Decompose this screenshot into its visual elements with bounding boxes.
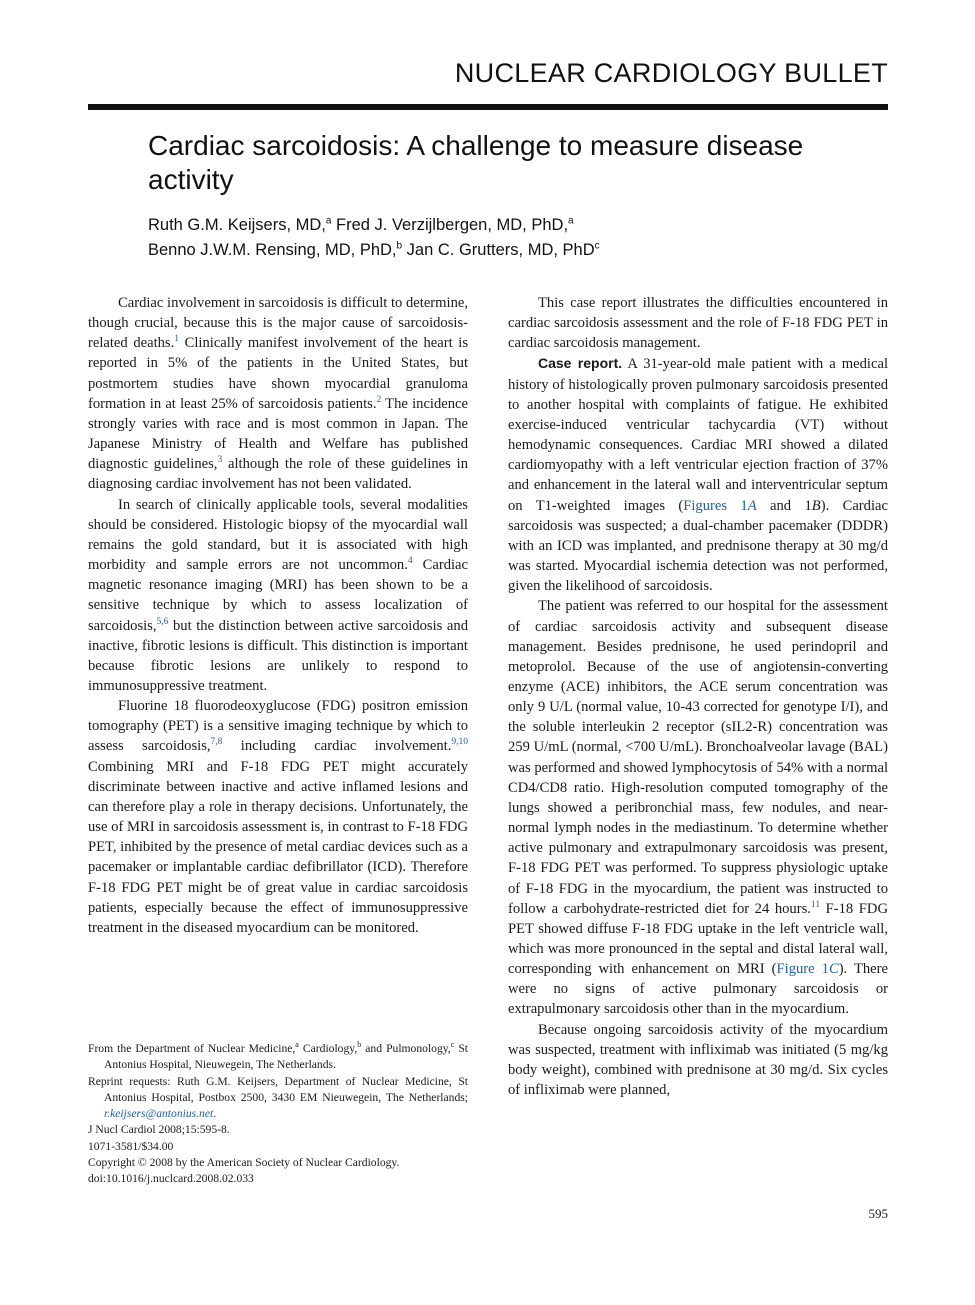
- author-affiliation-mark: a: [568, 215, 574, 227]
- paragraph-text: In search of clinically applicable tools, several modalities should be considered. Histologic biopsy of the myocardial wall remains the gold standard, but it is associated with high morbidity and sample errors are not uncommon.: [88, 496, 468, 574]
- paragraph-text: ). There were no signs of active pulmonary sarcoidosis or extrapulmonary sarcoidosis other than in the myocardium.: [508, 961, 888, 1018]
- body-paragraph: [88, 293, 468, 495]
- header-rule: [88, 104, 888, 110]
- figure-panel-letter: B: [811, 497, 821, 514]
- body-paragraph: [88, 696, 468, 938]
- author-line-1: [148, 213, 868, 238]
- paragraph-text: including cardiac involvement.: [222, 738, 452, 755]
- paragraph-text: The patient was referred to our hospital for the assessment of cardiac sarcoidosis activity and subsequent disease management. Besides prednisone, he used perindopril and metoprolol. Because of the use of angiotensin-converting enzyme (ACE) inhibitors, the ACE serum concentration was only 9 U/L (normal value, 10-43 corrected for genotype I/I), and the soluble interleukin 2 receptor (sIL2-R) concentration was 259 U/mL (normal, <700 U/mL). Bronchoalveolar lavage (BAL) was performed and showed lymphocytosis of 54% with a normal CD4/CD8 ratio. High-resolution computed tomography of the lungs showed a peribronchial mass, few nodules, and near-normal lymph nodes in the mediastinum. To determine whether active pulmonary and extrapulmonary sarcoidosis was present, F-18 FDG PET was performed. To suppress physiologic uptake of F-18 FDG in the myocardium, the patient was instructed to follow a carbohydrate-restricted diet for 24 hours.: [508, 598, 888, 917]
- paragraph-text: A 31-year-old male patient with a medical history of histologically proven pulmonary sarcoidosis presented to another hospital with complaints of fatigue. He exhibited exercise-induced ventricular tachycardia (VT) without hemodynamic consequences. Cardiac MRI showed a dilated cardiomyopathy with a left ventricular ejection fraction of 37% and enhancement in the lateral wall and interventricular septum on T1-weighted images (: [508, 356, 888, 514]
- paragraph-text: Cardiac magnetic resonance imaging (MRI) has been shown to be a sensitive technique by which to assess localization of sarcoidosis,: [88, 557, 468, 634]
- author-affiliation-mark: b: [396, 240, 403, 252]
- paragraph-text: but the distinction between active sarcoidosis and inactive, fibrotic lesions is difficult. This distinction is important because fibrotic lesions are unlikely to respond to immunosuppressive treatment.: [88, 617, 468, 694]
- body-paragraph: [508, 353, 888, 596]
- reference-link[interactable]: 2: [376, 394, 382, 405]
- journal-citation: J Nucl Cardiol 2008;15:595-8.: [88, 1123, 230, 1137]
- body-paragraph: Because ongoing sarcoidosis activity of the myocardium was suspected, treatment with infliximab was initiated (5 mg/kg body weight), combined with prednisone at 30 mg/d. Six cycles of infliximab were planned,: [508, 1021, 888, 1099]
- reference-link[interactable]: 5,6: [156, 616, 169, 627]
- footnotes: [88, 1041, 468, 1188]
- affiliations-note: From the Department of Nuclear Medicine,$^a$ Cardiology,$^b$ and Pulmonology,$^c$ St Antonius Hospital, Nieuwegein, The Netherlands.: [88, 1040, 468, 1072]
- author-affiliation-mark: a: [325, 215, 332, 227]
- reference-link[interactable]: 4: [407, 556, 413, 567]
- figure-link[interactable]: Figure 1C: [776, 961, 839, 978]
- paragraph-text: Clinically manifest involvement of the heart is reported in 5% of the patients in the United States, but postmortem studies have shown myocardial granuloma formation in at least 25% of sarcoidosis patients.: [88, 335, 469, 412]
- author-name: Ruth G.M. Keijsers, MD,: [148, 216, 326, 234]
- case-report-heading: Case report.: [538, 355, 623, 372]
- body-paragraph: [508, 596, 888, 1019]
- paragraph-text: ). Cardiac sarcoidosis was suspected; a dual-chamber pacemaker (DDDR) with an ICD was implanted, and prednisone therapy at 30 mg/d was started. Myocardial ischemia detection was not performed, given the likelihood of sarcoidosis.: [508, 497, 888, 595]
- paragraph-text: and 1: [756, 497, 812, 514]
- body-paragraph: This case report illustrates the difficulties encountered in cardiac sarcoidosis assessment and the role of F-18 FDG PET in cardiac sarcoidosis management.: [508, 295, 888, 352]
- author-name: Benno J.W.M. Rensing, MD, PhD,: [148, 241, 397, 259]
- copyright-notice: Copyright © 2008 by the American Society of Nuclear Cardiology.: [88, 1156, 400, 1170]
- paragraph-text: F-18 FDG PET showed diffuse F-18 FDG uptake in the left ventricle wall, which was more pronounced in the septal and distal lateral wall, corresponding with enhancement on MRI (: [508, 900, 888, 978]
- article-title: Cardiac sarcoidosis: A challenge to measure disease activity: [148, 130, 804, 195]
- body-paragraph: [88, 495, 468, 697]
- paragraph-text: The incidence strongly varies with race and is most common in Japan. The Japanese Ministry of Health and Welfare has published diagnostic guidelines,: [88, 395, 468, 473]
- right-column: [508, 293, 888, 1100]
- author-list: [148, 213, 868, 263]
- author-affiliation-mark: c: [594, 240, 600, 252]
- email-link[interactable]: r.keijsers@antonius.net: [104, 1107, 214, 1121]
- page-number: 595: [868, 1206, 888, 1221]
- reference-link[interactable]: 9,10: [451, 737, 468, 748]
- reference-link[interactable]: 7,8: [210, 737, 223, 748]
- author-line-2: [148, 238, 868, 263]
- reference-link[interactable]: 3: [217, 455, 223, 466]
- left-column: [88, 293, 468, 938]
- reference-link[interactable]: 11: [810, 899, 821, 910]
- figure-link[interactable]: Figures 1A: [683, 497, 757, 514]
- paragraph-text: although the role of these guidelines in diagnosing cardiac involvement has not been validated.: [88, 456, 468, 493]
- section-header: NUCLEAR CARDIOLOGY BULLET: [454, 58, 888, 88]
- issn-price: 1071-3581/$34.00: [88, 1139, 174, 1153]
- author-name: Fred J. Verzijlbergen, MD, PhD,: [336, 216, 569, 234]
- reference-link[interactable]: 1: [174, 334, 180, 345]
- paragraph-text: Fluorine 18 fluorodeoxyglucose (FDG) positron emission tomography (PET) is a sensitive imaging technique by which to assess sarcoidosis,: [88, 698, 468, 755]
- paragraph-text: Combining MRI and F-18 FDG PET might accurately discriminate between inactive and active inflamed lesions and can therefore play a role in therapy decisions. Unfortunately, the use of MRI in sarcoidosis assessment is, in contrast to F-18 FDG PET, inhibited by the presence of metal cardiac devices such as a pacemaker or implantable cardiac defibrillator (ICD). Therefore F-18 FDG PET might be of great value in cardiac sarcoidosis patients, especially because the effect of immunosuppressive treatment in the diseased myocardium can be monitored.: [88, 758, 468, 936]
- author-name: Jan C. Grutters, MD, PhD: [406, 241, 595, 259]
- reprint-requests-note: Reprint requests: Ruth G.M. Keijsers, Department of Nuclear Medicine, St Antonius Hospital, Postbox 2500, 3430 EM Nieuwegein, The Netherlands; r.keijsers@antonius.net.: [88, 1074, 468, 1121]
- doi[interactable]: doi:10.1016/j.nuclcard.2008.02.033: [88, 1172, 254, 1186]
- paragraph-text: Cardiac involvement in sarcoidosis is difficult to determine, though crucial, because this is the major cause of sarcoidosis-related deaths.: [88, 295, 468, 352]
